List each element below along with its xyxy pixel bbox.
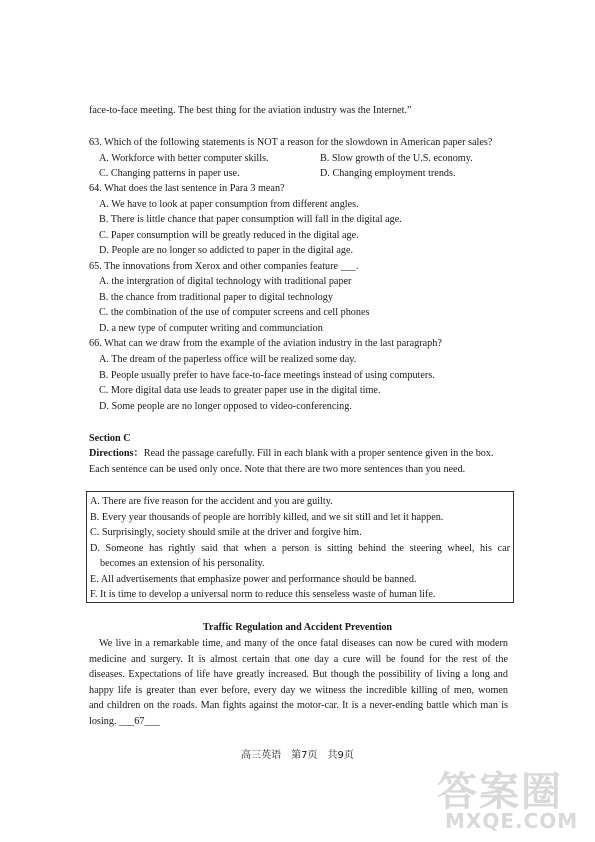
box-option-d-line-2: becomes an extension of his personality. [100,558,265,569]
box-option-b: B. Every year thousands of people are horribly killed, and we sit still and let it happen. [90,512,444,523]
watermark-logo [437,770,587,840]
directions-line-2: Each sentence can be used only once. Note that there are two more sentences than you need. [89,464,466,475]
directions-label: Directions： [89,448,144,459]
question-64-stem: 64. What does the last sentence in Para 3 mean? [89,183,285,194]
passage-line-6: losing. ___67___ [89,716,160,727]
page-footer: 高三英语 第7页 共9页 [241,750,354,761]
question-65-stem: 65. The innovations from Xerox and other companies feature ___. [89,261,359,272]
section-c-heading: Section C [89,433,131,444]
question-63-option-a: A. Workforce with better computer skills. [99,153,269,164]
passage-title: Traffic Regulation and Accident Prevention [202,622,393,633]
question-66-stem: 66. What can we draw from the example of the aviation industry in the last paragraph? [89,338,442,349]
question-64-option-d: D. People are no longer so addicted to paper in the digital age. [99,245,354,256]
watermark-glyphs: 答案圈 [437,769,563,815]
question-66-option-d: D. Some people are no longer opposed to video-conferencing. [99,401,352,412]
passage-line-3: diseases. Expectations of life have greatly increased. But though the possibility of living a long and [89,669,508,680]
question-64-option-a: A. We have to look at paper consumption from different angles. [99,199,359,210]
question-63-option-d: D. Changing employment trends. [320,168,456,179]
continued-passage-line: face-to-face meeting. The best thing for the aviation industry was the Internet.” [89,105,412,116]
question-63-option-b: B. Slow growth of the U.S. economy. [320,153,473,164]
question-65-option-d: D. a new type of computer writing and communciation [99,323,323,334]
directions-text-1: Read the passage carefully. Fill in each blank with a proper sentence given in the box. [143,448,494,459]
passage-line-1: We live in a remarkable time, and many of the once fatal diseases can now be cured with modern [99,638,508,649]
question-65-option-c: C. the combination of the use of computer screens and cell phones [99,307,370,318]
question-66-option-b: B. People usually prefer to have face-to-face meetings instead of using computers. [99,370,435,381]
passage-line-2: medicine and surgery. It is almost certain that one day a cure will be found for the rest of the [89,654,508,665]
question-66-option-c: C. More digital data use leads to greater paper use in the digital time. [99,385,381,396]
question-64-option-c: C. Paper consumption will be greatly reduced in the digital age. [99,230,359,241]
watermark-url: MXQE.COM [445,809,579,833]
box-option-c: C. Surprisingly, society should smile at the driver and forgive him. [90,527,362,538]
box-option-e: E. All advertisements that emphasize power and performance should be banned. [90,574,417,585]
question-63-stem: 63. Which of the following statements is NOT a reason for the slowdown in American paper sales? [89,137,493,148]
question-65-option-b: B. the chance from traditional paper to digital technology [99,292,333,303]
sentence-options-box [86,491,514,603]
passage-line-5: and children on the roads. Man fights against the motor-car. It is a never-ending battle which man is [89,700,508,711]
question-63-option-c: C. Changing patterns in paper use. [99,168,240,179]
box-option-a: A. There are five reason for the accident and you are guilty. [90,496,333,507]
question-64-option-b: B. There is little chance that paper consumption will fall in the digital age. [99,214,402,225]
box-option-f: F. It is time to develop a universal norm to reduce this senseless waste of human life. [90,589,436,600]
question-66-option-a: A. The dream of the paperless office will be realized some day. [99,354,357,365]
question-65-option-a: A. the intergration of digital technology with traditional paper [99,276,352,287]
box-option-d-line-1: D. Someone has rightly said that when a person is sitting behind the steering wheel, his car [90,543,510,554]
directions-line-1 [89,446,506,462]
passage-line-4: happy life is greater than ever before, every day we witness the incredible killing of men, women [89,685,508,696]
